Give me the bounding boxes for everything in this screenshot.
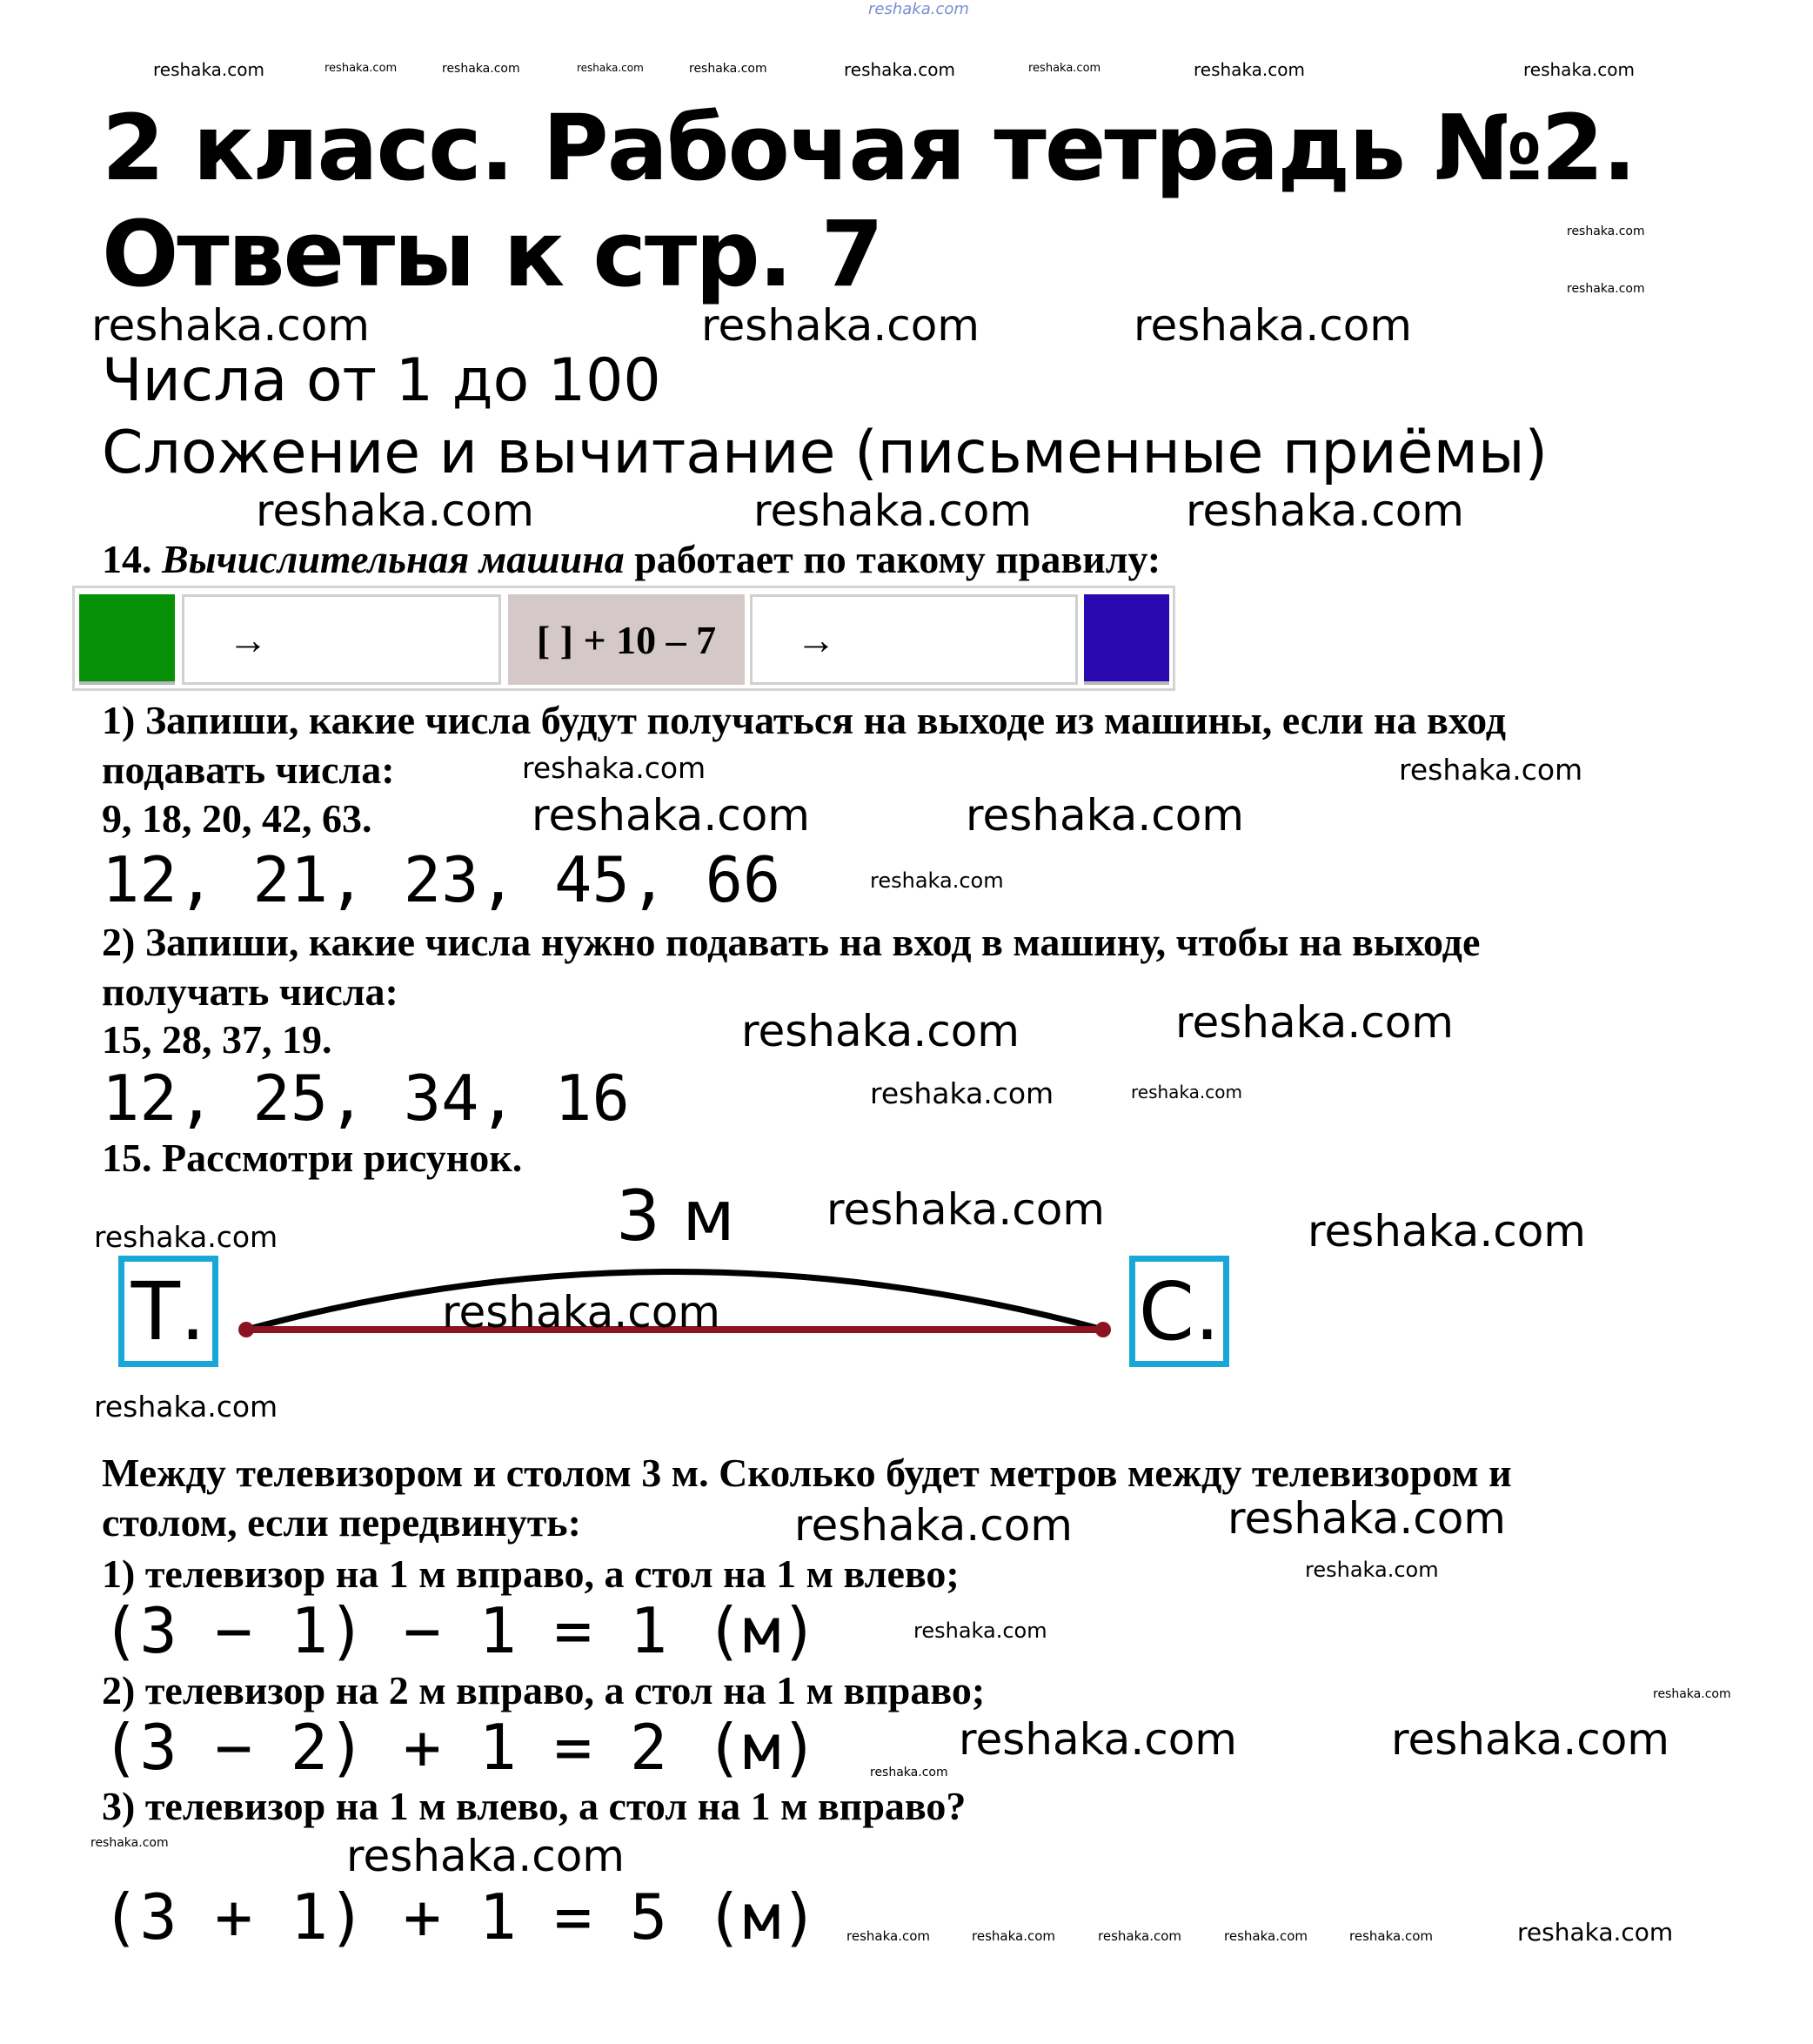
watermark: reshaka.com — [701, 300, 980, 351]
task14-q1-line2: подавать числа: — [102, 747, 395, 792]
watermark: reshaka.com — [1098, 1928, 1181, 1944]
task14-q2-line2: получать числа: — [102, 969, 398, 1014]
table-box: С. — [1129, 1256, 1229, 1367]
watermark: reshaka.com — [324, 62, 398, 75]
task15-q3: 3) телевизор на 1 м влево, а стол на 1 м вправо? — [102, 1784, 967, 1828]
watermark: reshaka.com — [94, 1390, 278, 1424]
watermark: reshaka.com — [741, 1006, 1020, 1056]
watermark: reshaka.com — [90, 1836, 169, 1850]
watermark: reshaka.com — [1567, 225, 1645, 238]
watermark: reshaka.com — [1131, 1082, 1242, 1102]
task15-text-line2: столом, если передвинуть: — [102, 1500, 581, 1545]
machine-output-arrow: → — [750, 594, 1078, 685]
watermark: reshaka.com — [1175, 997, 1454, 1048]
watermark: reshaka.com — [577, 62, 644, 74]
page-title-line2: Ответы к стр. 7 — [102, 201, 882, 307]
watermark: reshaka.com — [1517, 1918, 1674, 1947]
machine-input-square — [79, 594, 175, 685]
watermark: reshaka.com — [153, 59, 264, 80]
watermark: reshaka.com — [868, 0, 969, 18]
watermark: reshaka.com — [1186, 486, 1464, 536]
watermark: reshaka.com — [972, 1928, 1055, 1944]
watermark: reshaka.com — [442, 1287, 720, 1337]
watermark: reshaka.com — [1305, 1558, 1439, 1582]
task14-answer2: 12, 25, 34, 16 — [102, 1062, 630, 1135]
distance-label: 3 м — [616, 1176, 735, 1257]
task-number: 14. — [102, 537, 152, 581]
watermark: reshaka.com — [442, 62, 520, 76]
watermark: reshaka.com — [913, 1618, 1047, 1643]
point-tv — [238, 1322, 254, 1337]
watermark: reshaka.com — [1228, 1493, 1506, 1544]
watermark: reshaka.com — [1523, 59, 1635, 80]
watermark: reshaka.com — [870, 868, 1004, 893]
page-title-line1: 2 класс. Рабочая тетрадь №2. — [102, 95, 1636, 201]
computing-machine — [72, 586, 1175, 691]
watermark: reshaka.com — [1399, 753, 1583, 787]
machine-input-arrow: → — [182, 594, 501, 685]
task-italic-term: Вычислительная машина — [162, 537, 625, 581]
watermark: reshaka.com — [94, 1220, 278, 1254]
task14-answer1: 12, 21, 23, 45, 66 — [102, 843, 781, 916]
task14-q2-line1: 2) Запиши, какие числа нужно подавать на вход в машину, чтобы на выходе — [102, 920, 1481, 964]
watermark: reshaka.com — [1194, 59, 1305, 80]
watermark: reshaka.com — [1028, 62, 1101, 75]
task15-text-line1: Между телевизором и столом 3 м. Сколько будет метров между телевизором и — [102, 1451, 1512, 1495]
watermark: reshaka.com — [1349, 1928, 1433, 1944]
watermark: reshaka.com — [870, 1766, 948, 1779]
machine-operation: [ ] + 10 – 7 — [508, 594, 745, 685]
task14-q1-numbers: 9, 18, 20, 42, 63. — [102, 796, 372, 841]
watermark: reshaka.com — [256, 486, 534, 536]
watermark: reshaka.com — [522, 751, 706, 785]
section-title: Сложение и вычитание (письменные приёмы) — [102, 419, 1549, 487]
task15-answer1: (3 − 1) − 1 = 1 (м) — [102, 1594, 819, 1667]
watermark: reshaka.com — [826, 1184, 1105, 1235]
watermark: reshaka.com — [689, 62, 767, 76]
watermark: reshaka.com — [846, 1928, 930, 1944]
point-table — [1095, 1322, 1111, 1337]
watermark: reshaka.com — [966, 790, 1244, 841]
watermark: reshaka.com — [1653, 1687, 1731, 1701]
watermark: reshaka.com — [1134, 300, 1412, 351]
task15-q1: 1) телевизор на 1 м вправо, а стол на 1 м влево; — [102, 1551, 960, 1596]
task15-q2: 2) телевизор на 2 м вправо, а стол на 1 м вправо; — [102, 1668, 986, 1712]
task14-q1-line1: 1) Запиши, какие числа будут получаться на выходе из машины, если на вход — [102, 698, 1507, 742]
watermark: reshaka.com — [959, 1714, 1237, 1765]
tv-box: Т. — [118, 1256, 218, 1367]
machine-output-square — [1084, 594, 1169, 685]
watermark: reshaka.com — [844, 59, 955, 80]
watermark: reshaka.com — [91, 300, 370, 351]
watermark: reshaka.com — [1308, 1206, 1586, 1257]
task15-heading: 15. Рассмотри рисунок. — [102, 1136, 523, 1180]
task15-answer2: (3 − 2) + 1 = 2 (м) — [102, 1711, 819, 1784]
watermark: reshaka.com — [1391, 1714, 1669, 1765]
watermark: reshaka.com — [1224, 1928, 1308, 1944]
watermark: reshaka.com — [532, 790, 810, 841]
watermark: reshaka.com — [870, 1076, 1054, 1110]
watermark: reshaka.com — [794, 1500, 1073, 1551]
topic-title: Числа от 1 до 100 — [102, 346, 661, 415]
task-text: работает по такому правилу: — [634, 537, 1161, 581]
watermark: reshaka.com — [346, 1831, 625, 1881]
watermark: reshaka.com — [753, 486, 1032, 536]
task14-q2-numbers: 15, 28, 37, 19. — [102, 1017, 332, 1062]
task14-heading — [102, 539, 1161, 580]
watermark: reshaka.com — [1567, 282, 1645, 296]
task15-answer3: (3 + 1) + 1 = 5 (м) — [102, 1880, 819, 1954]
